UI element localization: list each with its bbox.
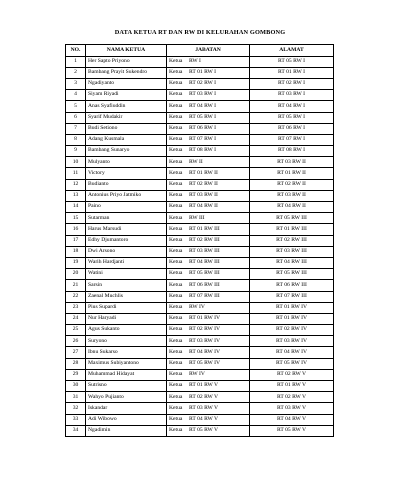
cell-no: 5 <box>66 101 86 112</box>
cell-position <box>167 246 250 257</box>
cell-name: Bambang Prayit Sukendro <box>86 67 167 78</box>
cell-position-unit: RT 02 RW II <box>189 180 218 187</box>
cell-position <box>167 313 250 324</box>
cell-position-title: Ketua <box>169 304 183 311</box>
cell-position-title: Ketua <box>169 136 183 143</box>
cell-position-unit: RT 01 RW V <box>189 382 219 389</box>
cell-position-title: Ketua <box>169 57 183 64</box>
cell-position-unit: RT 05 RW III <box>189 270 220 277</box>
cell-position-unit: RT 02 RW I <box>189 80 216 87</box>
cell-no: 23 <box>66 302 86 313</box>
cell-position-unit: RT 03 RW IV <box>189 337 221 344</box>
cell-address: RT 01 RW I <box>250 67 334 78</box>
cell-position <box>167 190 250 201</box>
cell-address: RT 01 RW II <box>250 168 334 179</box>
cell-no: 13 <box>66 190 86 201</box>
cell-position-title: Ketua <box>169 102 183 109</box>
cell-no: 30 <box>66 381 86 392</box>
cell-position-title: Ketua <box>169 270 183 277</box>
cell-position-title: Ketua <box>169 427 183 434</box>
table-row <box>66 347 334 358</box>
table-row <box>66 90 334 101</box>
cell-position-unit: RW IV <box>189 304 205 311</box>
cell-no: 12 <box>66 179 86 190</box>
cell-position-title: Ketua <box>169 382 183 389</box>
cell-name: Agus Sukanto <box>86 325 167 336</box>
cell-address: RT 03 RW II <box>250 190 334 201</box>
cell-position-title: Ketua <box>169 337 183 344</box>
table-row <box>66 213 334 224</box>
cell-position <box>167 403 250 414</box>
cell-position <box>167 56 250 67</box>
cell-position <box>167 358 250 369</box>
cell-position-title: Ketua <box>169 292 183 299</box>
cell-address: RT 04 RW IV <box>250 347 334 358</box>
cell-position-unit: RT 07 RW III <box>189 292 220 299</box>
cell-no: 33 <box>66 414 86 425</box>
cell-name: Watini <box>86 269 167 280</box>
cell-position-unit: RT 03 RW III <box>189 248 220 255</box>
cell-address: RT 02 RW V <box>250 392 334 403</box>
cell-address: RT 05 RW III <box>250 269 334 280</box>
cell-address: RT 02 RW III <box>250 235 334 246</box>
cell-name: Edhy Djumantoro <box>86 235 167 246</box>
cell-address: RT 04 RW I <box>250 101 334 112</box>
cell-address: RT 06 RW I <box>250 123 334 134</box>
table-row <box>66 381 334 392</box>
cell-no: 34 <box>66 425 86 436</box>
cell-position-unit: RT 05 RW IV <box>189 359 221 366</box>
cell-position-unit: RT 02 RW III <box>189 236 220 243</box>
cell-position-title: Ketua <box>169 147 183 154</box>
cell-position-unit: RT 05 RW V <box>189 427 219 434</box>
cell-address: RT 05 RW IV <box>250 358 334 369</box>
cell-position-unit: RT 04 RW I <box>189 102 216 109</box>
cell-address: RT 04 RW II <box>250 202 334 213</box>
cell-no: 22 <box>66 291 86 302</box>
cell-no: 27 <box>66 347 86 358</box>
cell-position <box>167 224 250 235</box>
cell-position-title: Ketua <box>169 326 183 333</box>
table-body <box>66 56 334 436</box>
cell-name: Sarsin <box>86 280 167 291</box>
header-position: JABATAN <box>167 45 250 57</box>
cell-address: RT 07 RW I <box>250 134 334 145</box>
cell-position-title: Ketua <box>169 169 183 176</box>
table-row <box>66 146 334 157</box>
cell-no: 8 <box>66 134 86 145</box>
cell-position <box>167 269 250 280</box>
cell-position-title: Ketua <box>169 415 183 422</box>
header-address: ALAMAT <box>250 45 334 57</box>
cell-position <box>167 325 250 336</box>
cell-no: 11 <box>66 168 86 179</box>
cell-position-unit: RT 04 RW V <box>189 415 219 422</box>
cell-position-unit: RT 04 RW III <box>189 259 220 266</box>
cell-no: 24 <box>66 313 86 324</box>
cell-position-title: Ketua <box>169 125 183 132</box>
cell-position <box>167 78 250 89</box>
cell-no: 28 <box>66 358 86 369</box>
cell-address: RT 03 RW I <box>250 90 334 101</box>
cell-no: 1 <box>66 56 86 67</box>
cell-name: Budianto <box>86 179 167 190</box>
cell-name: Victory <box>86 168 167 179</box>
cell-address: RT 07 RW III <box>250 291 334 302</box>
cell-position-unit: RT 01 RW III <box>189 225 220 232</box>
cell-position-unit: RT 03 RW I <box>189 91 216 98</box>
table-row <box>66 78 334 89</box>
cell-position-title: Ketua <box>169 236 183 243</box>
cell-name: Ngadimin <box>86 425 167 436</box>
cell-no: 6 <box>66 112 86 123</box>
cell-position <box>167 280 250 291</box>
cell-name: Paino <box>86 202 167 213</box>
cell-position-title: Ketua <box>169 113 183 120</box>
cell-no: 26 <box>66 336 86 347</box>
table-row <box>66 224 334 235</box>
cell-position <box>167 381 250 392</box>
cell-name: Warih Hardjanti <box>86 257 167 268</box>
table-row <box>66 257 334 268</box>
cell-position-title: Ketua <box>169 203 183 210</box>
cell-position <box>167 425 250 436</box>
table-row <box>66 134 334 145</box>
cell-position <box>167 90 250 101</box>
table-row <box>66 325 334 336</box>
cell-address: RT 02 RW IV <box>250 325 334 336</box>
table-row <box>66 302 334 313</box>
cell-address: RT 06 RW III <box>250 280 334 291</box>
cell-name: Ibnu Sukarso <box>86 347 167 358</box>
cell-position <box>167 257 250 268</box>
cell-no: 19 <box>66 257 86 268</box>
table-row <box>66 101 334 112</box>
cell-position <box>167 168 250 179</box>
cell-position-unit: RT 01 RW II <box>189 169 218 176</box>
cell-address: RT 03 RW V <box>250 403 334 414</box>
cell-position-unit: RT 05 RW I <box>189 113 216 120</box>
cell-no: 4 <box>66 90 86 101</box>
cell-address: RT 03 RW II <box>250 157 334 168</box>
cell-name: Budi Setiono <box>86 123 167 134</box>
table-row <box>66 67 334 78</box>
cell-name: Maximus Subiyantono <box>86 358 167 369</box>
table-row <box>66 291 334 302</box>
cell-address: RT 05 RW III <box>250 213 334 224</box>
cell-position <box>167 291 250 302</box>
cell-name: Nur Haryadi <box>86 313 167 324</box>
cell-name: Her Sapto Priyono <box>86 56 167 67</box>
cell-position-unit: RT 04 RW II <box>189 203 218 210</box>
cell-address: RT 03 RW III <box>250 246 334 257</box>
cell-address: RT 04 RW III <box>250 257 334 268</box>
table-row <box>66 358 334 369</box>
table-row <box>66 179 334 190</box>
table-row <box>66 112 334 123</box>
cell-position-title: Ketua <box>169 371 183 378</box>
cell-position <box>167 179 250 190</box>
cell-no: 21 <box>66 280 86 291</box>
cell-position-unit: RT 07 RW I <box>189 136 216 143</box>
cell-address: RT 05 RW V <box>250 425 334 436</box>
cell-address: RT 05 RW I <box>250 112 334 123</box>
cell-position-title: Ketua <box>169 192 183 199</box>
cell-name: Muhammad Hidayat <box>86 369 167 380</box>
cell-no: 25 <box>66 325 86 336</box>
cell-name: Zaenal Muchlis <box>86 291 167 302</box>
cell-no: 29 <box>66 369 86 380</box>
cell-position-unit: RT 08 RW I <box>189 147 216 154</box>
table-row <box>66 425 334 436</box>
cell-name: Pius Supardi <box>86 302 167 313</box>
cell-name: Bambang Sunaryo <box>86 146 167 157</box>
cell-position-unit: RT 04 RW IV <box>189 348 221 355</box>
table-row <box>66 336 334 347</box>
cell-address: RT 01 RW IV <box>250 313 334 324</box>
cell-position-title: Ketua <box>169 91 183 98</box>
cell-position-unit: RT 01 RW IV <box>189 315 221 322</box>
cell-address: RT 01 RW III <box>250 224 334 235</box>
table-row <box>66 280 334 291</box>
cell-name: Siyam Riyadi <box>86 90 167 101</box>
table-row <box>66 235 334 246</box>
cell-address: RT 03 RW IV <box>250 336 334 347</box>
cell-name: Suryono <box>86 336 167 347</box>
cell-position <box>167 392 250 403</box>
cell-name: Sutrisno <box>86 381 167 392</box>
cell-name: Ngadiyanto <box>86 78 167 89</box>
cell-no: 17 <box>66 235 86 246</box>
cell-position-title: Ketua <box>169 315 183 322</box>
cell-position-title: Ketua <box>169 180 183 187</box>
cell-position <box>167 134 250 145</box>
cell-no: 16 <box>66 224 86 235</box>
table-row <box>66 369 334 380</box>
cell-position-unit: RW II <box>189 158 203 165</box>
cell-position-unit: RT 02 RW IV <box>189 326 221 333</box>
cell-position-unit: RT 01 RW I <box>189 69 216 76</box>
cell-no: 18 <box>66 246 86 257</box>
cell-position <box>167 112 250 123</box>
cell-position-title: Ketua <box>169 225 183 232</box>
cell-name: Antonius Priyo Jatmiko <box>86 190 167 201</box>
cell-address: RT 02 RW V <box>250 369 334 380</box>
cell-position <box>167 213 250 224</box>
cell-position-title: Ketua <box>169 281 183 288</box>
cell-address: RT 04 RW V <box>250 414 334 425</box>
table-row <box>66 246 334 257</box>
cell-position <box>167 347 250 358</box>
cell-position-title: Ketua <box>169 404 183 411</box>
cell-position-title: Ketua <box>169 259 183 266</box>
cell-position-title: Ketua <box>169 248 183 255</box>
cell-position-unit: RT 03 RW V <box>189 404 219 411</box>
cell-position <box>167 369 250 380</box>
table-row <box>66 403 334 414</box>
cell-no: 7 <box>66 123 86 134</box>
cell-name: Adi Wibowo <box>86 414 167 425</box>
cell-position-title: Ketua <box>169 80 183 87</box>
cell-no: 10 <box>66 157 86 168</box>
cell-name: Harus Marsudi <box>86 224 167 235</box>
cell-position-unit: RW I <box>189 57 201 64</box>
cell-position <box>167 302 250 313</box>
cell-name: Adang Kusmala <box>86 134 167 145</box>
cell-position-title: Ketua <box>169 69 183 76</box>
document-title: DATA KETUA RT DAN RW DI KELURAHAN GOMBONG <box>114 29 286 36</box>
cell-address: RT 08 RW I <box>250 146 334 157</box>
cell-position <box>167 202 250 213</box>
cell-address: RT 02 RW II <box>250 179 334 190</box>
cell-position-unit: RW III <box>189 214 205 221</box>
cell-position-unit: RW IV <box>189 371 205 378</box>
table-row <box>66 157 334 168</box>
rt-rw-leaders-table <box>65 44 334 437</box>
table-row <box>66 123 334 134</box>
cell-no: 3 <box>66 78 86 89</box>
table-header-row <box>66 45 334 57</box>
cell-position <box>167 67 250 78</box>
cell-position <box>167 146 250 157</box>
cell-position-title: Ketua <box>169 393 183 400</box>
cell-no: 15 <box>66 213 86 224</box>
cell-position <box>167 336 250 347</box>
cell-position <box>167 235 250 246</box>
cell-address: RT 01 RW IV <box>250 302 334 313</box>
cell-position <box>167 101 250 112</box>
cell-position-unit: RT 03 RW II <box>189 192 218 199</box>
table-row <box>66 313 334 324</box>
header-name: NAMA KETUA <box>86 45 167 57</box>
cell-position-unit: RT 06 RW I <box>189 125 216 132</box>
cell-no: 9 <box>66 146 86 157</box>
cell-position-unit: RT 02 RW V <box>189 393 219 400</box>
cell-position-title: Ketua <box>169 158 183 165</box>
table-row <box>66 168 334 179</box>
cell-no: 31 <box>66 392 86 403</box>
table-row <box>66 269 334 280</box>
cell-name: Syarif Mudakir <box>86 112 167 123</box>
table-row <box>66 392 334 403</box>
cell-no: 20 <box>66 269 86 280</box>
cell-no: 14 <box>66 202 86 213</box>
table-row <box>66 414 334 425</box>
cell-position <box>167 157 250 168</box>
cell-no: 32 <box>66 403 86 414</box>
cell-name: Wahyo Pujianto <box>86 392 167 403</box>
cell-name: Sutarman <box>86 213 167 224</box>
cell-position <box>167 414 250 425</box>
cell-position <box>167 123 250 134</box>
cell-name: Iskandar <box>86 403 167 414</box>
cell-name: Anas Syafiuddin <box>86 101 167 112</box>
header-no: NO. <box>66 45 86 57</box>
table-row <box>66 190 334 201</box>
cell-address: RT 05 RW I <box>250 56 334 67</box>
cell-name: Dwi Arsono <box>86 246 167 257</box>
cell-name: Mulyanto <box>86 157 167 168</box>
table-row <box>66 56 334 67</box>
cell-address: RT 01 RW V <box>250 381 334 392</box>
cell-address: RT 02 RW I <box>250 78 334 89</box>
cell-no: 2 <box>66 67 86 78</box>
cell-position-title: Ketua <box>169 348 183 355</box>
table-row <box>66 202 334 213</box>
cell-position-title: Ketua <box>169 359 183 366</box>
cell-position-unit: RT 06 RW III <box>189 281 220 288</box>
cell-position-title: Ketua <box>169 214 183 221</box>
